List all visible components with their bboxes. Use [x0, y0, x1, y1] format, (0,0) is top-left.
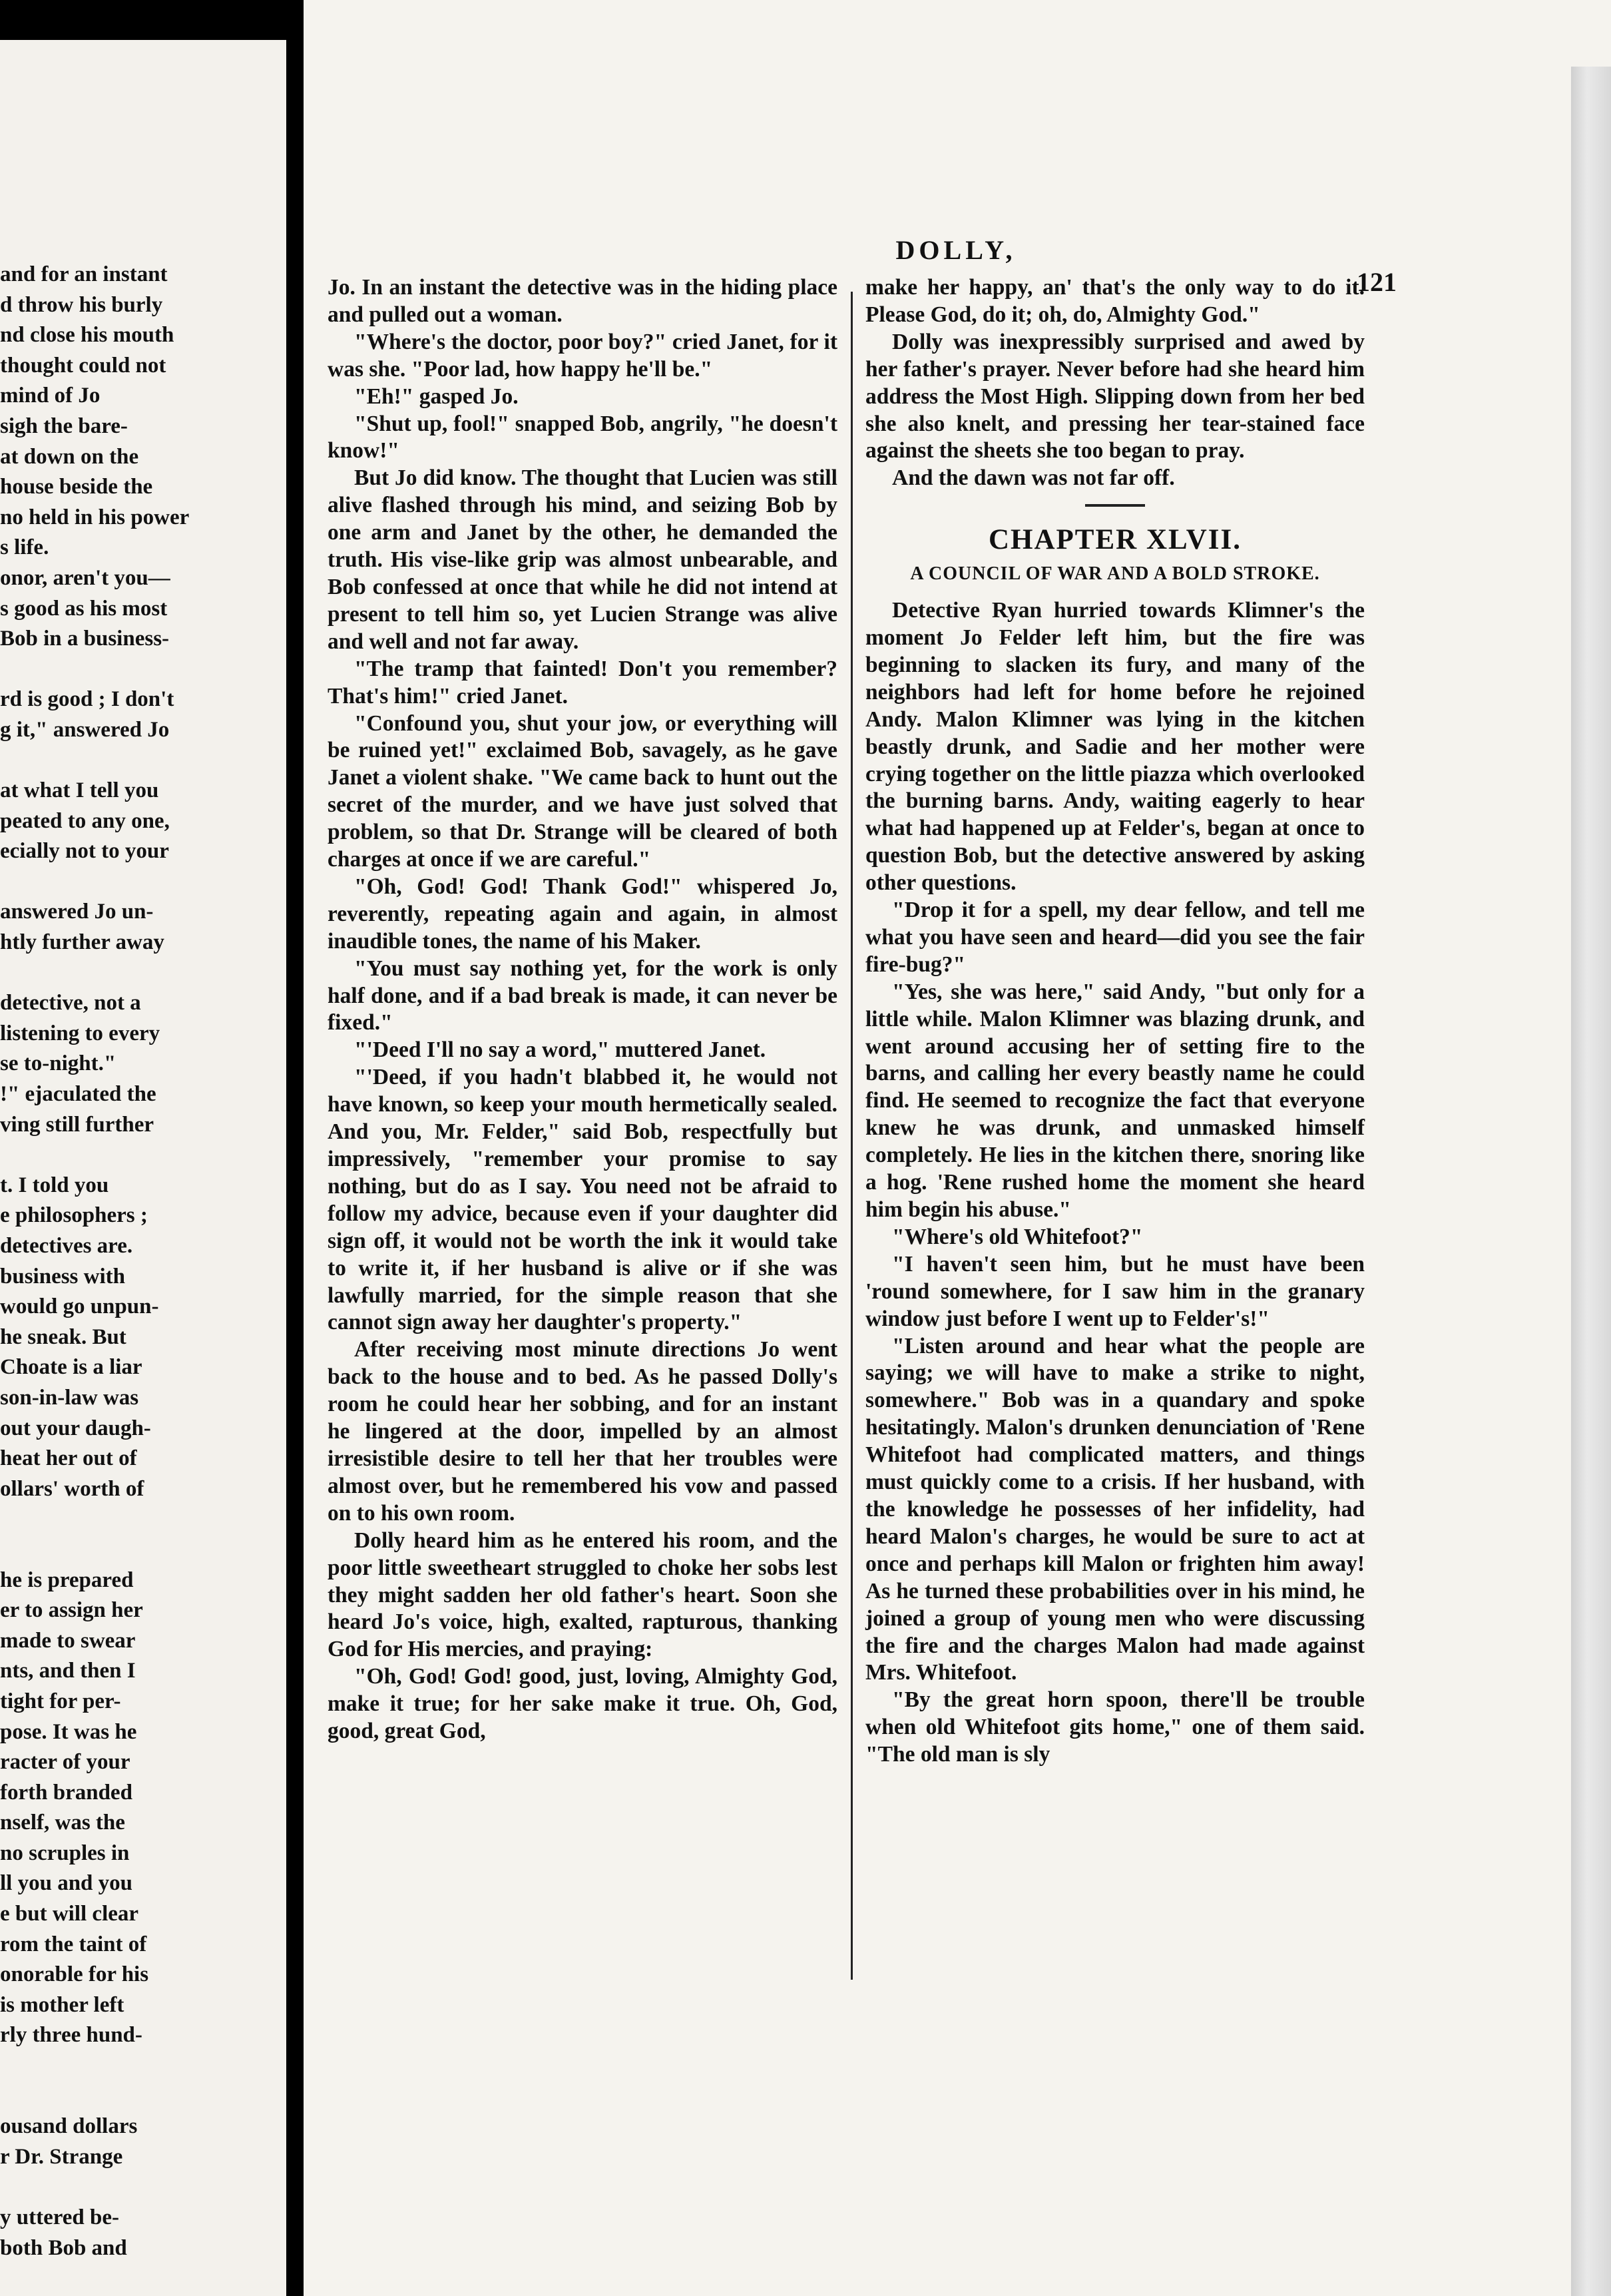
- left-page-line: Bob in a business-: [0, 627, 170, 651]
- paragraph: "Where's the doctor, poor boy?" cried Janet, for it was she. "Poor lad, how happy he'll be.": [328, 329, 837, 382]
- left-page-line: [0, 867, 280, 898]
- left-page-line: ousand dollars: [0, 2114, 138, 2139]
- left-page-line: onor, aren't you—: [0, 565, 170, 590]
- left-page-line: heat her out of: [0, 1446, 137, 1471]
- left-page-line: is mother left: [0, 1992, 124, 2017]
- left-page-line: and for an instant: [0, 262, 168, 286]
- left-page-line: detective, not a: [0, 991, 141, 1015]
- left-page-line: no scruples in: [0, 1841, 130, 1865]
- left-page-line: detectives are.: [0, 1234, 133, 1258]
- paragraph: make her happy, an' that's the only way to do it. Please God, do it; oh, do, Almighty God.": [865, 275, 1365, 327]
- facing-left-page: [0, 40, 286, 2296]
- left-page-line: ollars' worth of: [0, 1476, 144, 1501]
- left-page-line: listening to every: [0, 1021, 160, 1045]
- left-page-line: both Bob and: [0, 2235, 127, 2260]
- left-page-line: !" ejaculated the: [0, 1082, 156, 1107]
- left-page-line: mind of Jo: [0, 384, 101, 408]
- column-divider: [851, 292, 853, 1980]
- left-page-line: racter of your: [0, 1750, 130, 1775]
- left-page-line: at down on the: [0, 444, 139, 469]
- left-page-line: ll you and you: [0, 1871, 132, 1896]
- left-page-line: out your daugh-: [0, 1416, 151, 1440]
- left-page-line: [0, 2172, 280, 2203]
- paragraph: Dolly heard him as he entered his room, and the poor little sweetheart struggled to choke her sobs lest they might sadden her old father's heart. Soon she heard Jo's voice, high, exalted, rapturous, thanking God for His mercies, and praying:: [328, 1528, 837, 1662]
- paragraph: "Oh, God! God! Thank God!" whispered Jo, reverently, repeating again and again, in almost inaudible tones, the name of his Maker.: [328, 874, 837, 954]
- paragraph: But Jo did know. The thought that Lucien was still alive flashed through his mind, and seizing Bob by one arm and Janet by the other, he demanded the truth. His vise-like grip was almost unbearable, and Bob confessed at once that while he did not intend at present to tell him so, yet Lucien Strange was alive and well and not far away.: [328, 465, 837, 654]
- paragraph: "I haven't seen him, but he must have been 'round somewhere, for I saw him in the granary window just before I went up to Felder's!": [865, 1251, 1365, 1331]
- paragraph: And the dawn was not far off.: [892, 465, 1175, 491]
- left-page-line: nd close his mouth: [0, 323, 174, 348]
- left-page-line: he sneak. But: [0, 1324, 126, 1349]
- paragraph: "Shut up, fool!" snapped Bob, angrily, "he doesn't know!": [328, 411, 837, 463]
- book-gutter: [286, 0, 304, 2296]
- paragraph: "Eh!" gasped Jo.: [354, 384, 519, 409]
- left-page-line: pose. It was he: [0, 1719, 137, 1744]
- left-page-line: d throw his burly: [0, 292, 163, 317]
- paragraph: "Oh, God! God! good, just, loving, Almighty God, make it true; for her sake make it true. Oh, God, good, great God,: [328, 1664, 837, 1744]
- left-page-line: r Dr. Strange: [0, 2144, 123, 2169]
- text-column-1: [328, 274, 837, 1745]
- paragraph: "Listen around and hear what the people are saying; we will have to make a strike to night, somewhere." Bob was in a quandary and spoke hesitatingly. Malon's drunken denunciation of 'Rene Whitefoot had complicated matters, and things must quickly come to a crisis. If her husband, with the knowledge he possesses of her infidelity, had heard Malon's charges, he would be sure to act at once and perhaps kill Malon or frighten him away! As he turned these probabilities over in his mind, he joined a group of young men who were discussing the fire and the charges Malon had made against Mrs. Whitefoot.: [865, 1333, 1365, 1685]
- left-page-line: Choate is a liar: [0, 1355, 142, 1380]
- paragraph: "Where's old Whitefoot?": [892, 1224, 1143, 1249]
- left-page-line: s good as his most: [0, 596, 168, 621]
- left-page-line: house beside the: [0, 475, 153, 499]
- paragraph: "Drop it for a spell, my dear fellow, and tell me what you have seen and heard—did you see the fair fire-bug?": [865, 898, 1365, 977]
- left-page-line: se to-night.": [0, 1051, 116, 1076]
- left-page-line: y uttered be-: [0, 2205, 120, 2229]
- left-page-line: no held in his power: [0, 505, 190, 529]
- left-page-line: nts, and then I: [0, 1659, 136, 1683]
- chapter-heading: CHAPTER XLVII.: [988, 524, 1242, 556]
- paragraph: "You must say nothing yet, for the work is only half done, and if a bad break is made, it can never be fixed.": [328, 956, 837, 1035]
- paragraph: Dolly was inexpressibly surprised and awed by her father's prayer. Never before had she heard him address the Most High. Slipping down from her bed she also knelt, and pressing her tear-stained face against the sheets she too began to pray.: [865, 329, 1365, 463]
- left-page-line: htly further away: [0, 930, 164, 955]
- chapter-body: [865, 597, 1365, 1769]
- left-page-text: [0, 260, 280, 2263]
- left-page-line: peated to any one,: [0, 808, 170, 833]
- left-page-line: [0, 958, 280, 989]
- left-page-line: business with: [0, 1264, 125, 1289]
- left-page-line: ving still further: [0, 1112, 154, 1137]
- paragraph: Jo. In an instant the detective was in the hiding place and pulled out a woman.: [328, 275, 837, 327]
- paragraph: "Yes, she was here," said Andy, "but only for a little while. Malon Klimner was blazing drunk, and went around accusing her of setting fire to the barns, and calling her every beastly name he could find. He seemed to recognize the fact that everyone knew he was drunk, and unmasked himself completely. He lies in the kitchen there, snoring like a hog. 'Rene rushed home the moment she heard him begin his abuse.": [865, 979, 1365, 1222]
- paragraph: "'Deed, if you hadn't blabbed it, he would not have known, so keep your mouth hermetically sealed. And you, Mr. Felder," said Bob, respectfully but impressively, "remember your promise to say nothing, but do as I say. You need not be afraid to follow my advice, because even if your daughter did sign off, it would not be worth the ink it would take to write it, if her husband is alive or if she was lawfully married, for the simple reason that she cannot sign away her daughter's property.": [328, 1065, 837, 1335]
- paragraph: "Confound you, shut your jow, or everything will be ruined yet!" exclaimed Bob, savagely, as he gave Janet a violent shake. "We came back to hunt out the secret of the murder, and we have just solved that problem, so that Dr. Strange will be cleared of both charges at once if we are careful.": [328, 711, 837, 872]
- paragraph: "The tramp that fainted! Don't you remember? That's him!" cried Janet.: [328, 656, 837, 709]
- left-page-line: e philosophers ;: [0, 1203, 148, 1228]
- left-page-line: ecially not to your: [0, 839, 169, 864]
- left-page-line: at what I tell you: [0, 778, 159, 803]
- left-page-line: [0, 746, 280, 776]
- left-page-line: sigh the bare-: [0, 414, 128, 438]
- left-page-line: [0, 1504, 280, 1535]
- paragraph: Detective Ryan hurried towards Klimner's the moment Jo Felder left him, but the fire was beginning to slacken its fury, and many of the neighbors had left for home before he rejoined Andy. Malon Klimner was lying in the kitchen beastly drunk, and Sadie and her mother were crying together on the little piazza which overlooked the burning barns. Andy, waiting eagerly to hear what had happened up at Felder's, began at once to question Bob, but the detective answered by asking other questions.: [865, 598, 1365, 896]
- left-page-line: tight for per-: [0, 1689, 121, 1713]
- left-page-line: [0, 1140, 280, 1171]
- text-column-2: [865, 274, 1365, 1769]
- left-page-line: er to assign her: [0, 1598, 143, 1623]
- left-page-line: forth branded: [0, 1780, 132, 1805]
- left-page-line: thought could not: [0, 353, 166, 378]
- left-page-line: son-in-law was: [0, 1385, 139, 1410]
- left-page-line: he is prepared: [0, 1568, 134, 1592]
- left-page-line: [0, 655, 280, 685]
- chapter-subtitle: A COUNCIL OF WAR AND A BOLD STROKE.: [910, 563, 1320, 585]
- left-page-line: rly three hund-: [0, 2023, 142, 2048]
- column-2-opening: [865, 274, 1365, 492]
- chapter-separator: [1085, 504, 1145, 507]
- page-edge-stack: [1571, 67, 1611, 2296]
- paragraph: "By the great horn spoon, there'll be trouble when old Whitefoot gits home," one of them said. "The old man is sly: [865, 1687, 1365, 1767]
- running-head: DOLLY,: [895, 235, 1017, 265]
- left-page-line: would go unpun-: [0, 1294, 159, 1319]
- left-page-line: rd is good ; I don't: [0, 687, 174, 712]
- left-page-line: [0, 2051, 280, 2082]
- left-page-line: [0, 1535, 280, 1566]
- left-page-line: onorable for his: [0, 1962, 149, 1987]
- left-page-line: [0, 2082, 280, 2112]
- left-page-line: answered Jo un-: [0, 900, 154, 924]
- paragraph: "'Deed I'll no say a word," muttered Janet.: [354, 1037, 766, 1063]
- left-page-line: g it," answered Jo: [0, 717, 170, 742]
- left-page-line: s life.: [0, 535, 49, 560]
- page-number: 121: [1357, 267, 1397, 297]
- paragraph: After receiving most minute directions Jo went back to the house and to bed. As he passed Dolly's room he could hear her sobbing, and for an instant he lingered at the door, impelled by an almost irresistible desire to tell her that her troubles were almost over, but he remembered his vow and passed on to his own room.: [328, 1337, 837, 1526]
- left-page-line: t. I told you: [0, 1173, 109, 1197]
- left-page-line: made to swear: [0, 1628, 136, 1653]
- left-page-line: nself, was the: [0, 1811, 125, 1835]
- book-page-121: [304, 0, 1611, 2296]
- left-page-line: rom the taint of: [0, 1932, 147, 1956]
- left-page-line: e but will clear: [0, 1902, 139, 1926]
